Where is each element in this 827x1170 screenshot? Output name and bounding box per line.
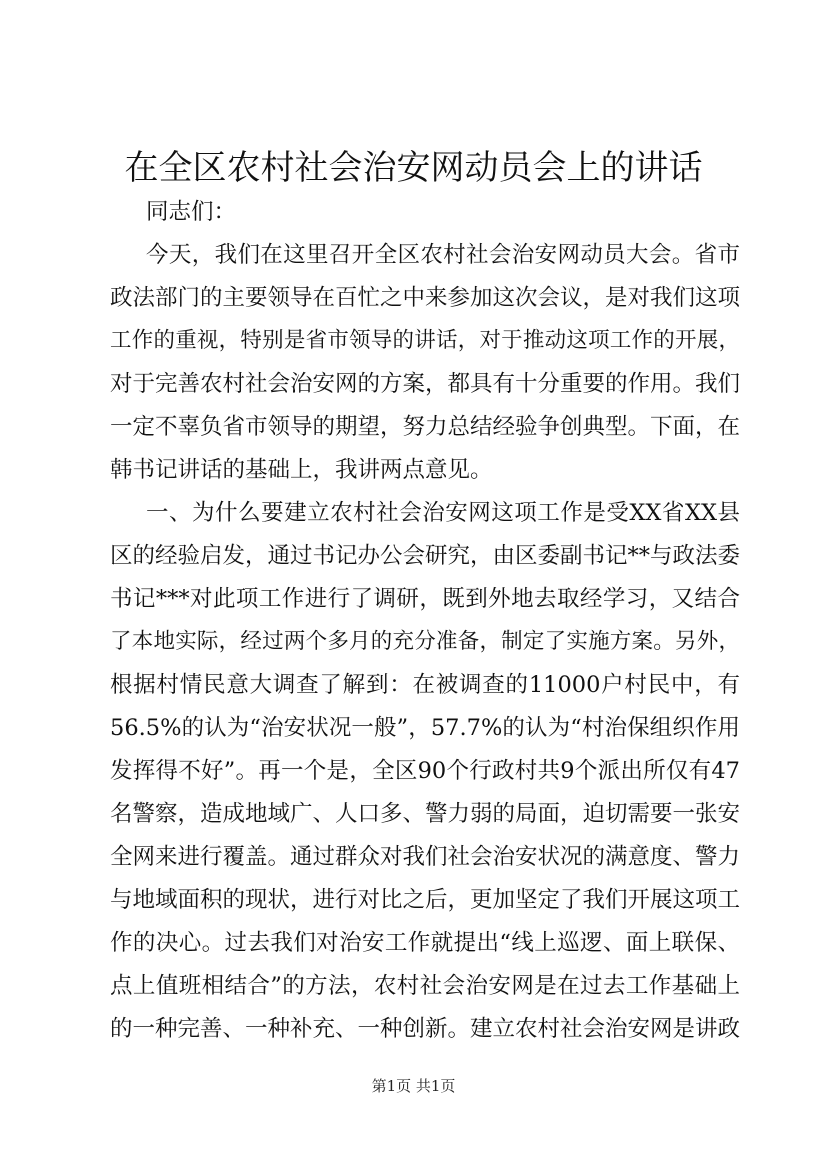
page-footer: 第1页 共1页: [371, 1077, 456, 1095]
paragraph-line: 的一种完善、一种补充、一种创新。建立农村社会治安网是讲政: [110, 1016, 741, 1042]
paragraph-line: 一定不辜负省市领导的期望，努力总结经验争创典型。下面，在: [110, 414, 741, 440]
paragraph-line: 一、为什么要建立农村社会治安网这项工作是受XX省XX县: [146, 500, 740, 526]
paragraph-line: 名警察，造成地域广、人口多、警力弱的局面，迫切需要一张安: [110, 801, 741, 827]
paragraph-line: 发挥得不好”。再一个是，全区90个行政村共9个派出所仅有47: [110, 758, 740, 784]
paragraph-line: 与地域面积的现状，进行对比之后，更加坚定了我们开展这项工: [110, 887, 741, 913]
paragraph-line: 56.5%的认为“治安状况一般”，57.7%的认为“村治保组织作用: [110, 715, 740, 741]
paragraph-line: 作的决心。过去我们对治安工作就提出“线上巡逻、面上联保、: [110, 930, 740, 956]
paragraph-line: 根据村情民意大调查了解到：在被调查的11000户村民中，有: [110, 672, 740, 698]
paragraph-line: 区的经验启发，通过书记办公会研究，由区委副书记**与政法委: [110, 543, 741, 569]
paragraph-line: 今天，我们在这里召开全区农村社会治安网动员大会。省市: [146, 242, 740, 268]
paragraph-line: 韩书记讲话的基础上，我讲两点意见。: [110, 457, 493, 483]
paragraph-line: 点上值班相结合”的方法，农村社会治安网是在过去工作基础上: [110, 973, 740, 999]
document-title: 在全区农村社会治安网动员会上的讲话: [124, 148, 703, 188]
paragraph-line: 工作的重视，特别是省市领导的讲话，对于推动这项工作的开展，: [110, 328, 740, 353]
paragraph-line: 政法部门的主要领导在百忙之中来参加这次会议，是对我们这项: [110, 285, 741, 311]
salutation: 同志们：: [146, 199, 237, 225]
paragraph-line: 书记***对此项工作进行了调研，既到外地去取经学习，又结合: [110, 586, 740, 612]
paragraph-line: 对于完善农村社会治安网的方案，都具有十分重要的作用。我们: [110, 371, 741, 397]
paragraph-line: 了本地实际，经过两个多月的充分准备，制定了实施方案。另外，: [110, 629, 740, 654]
paragraph-line: 全网来进行覆盖。通过群众对我们社会治安状况的满意度、警力: [110, 844, 741, 870]
